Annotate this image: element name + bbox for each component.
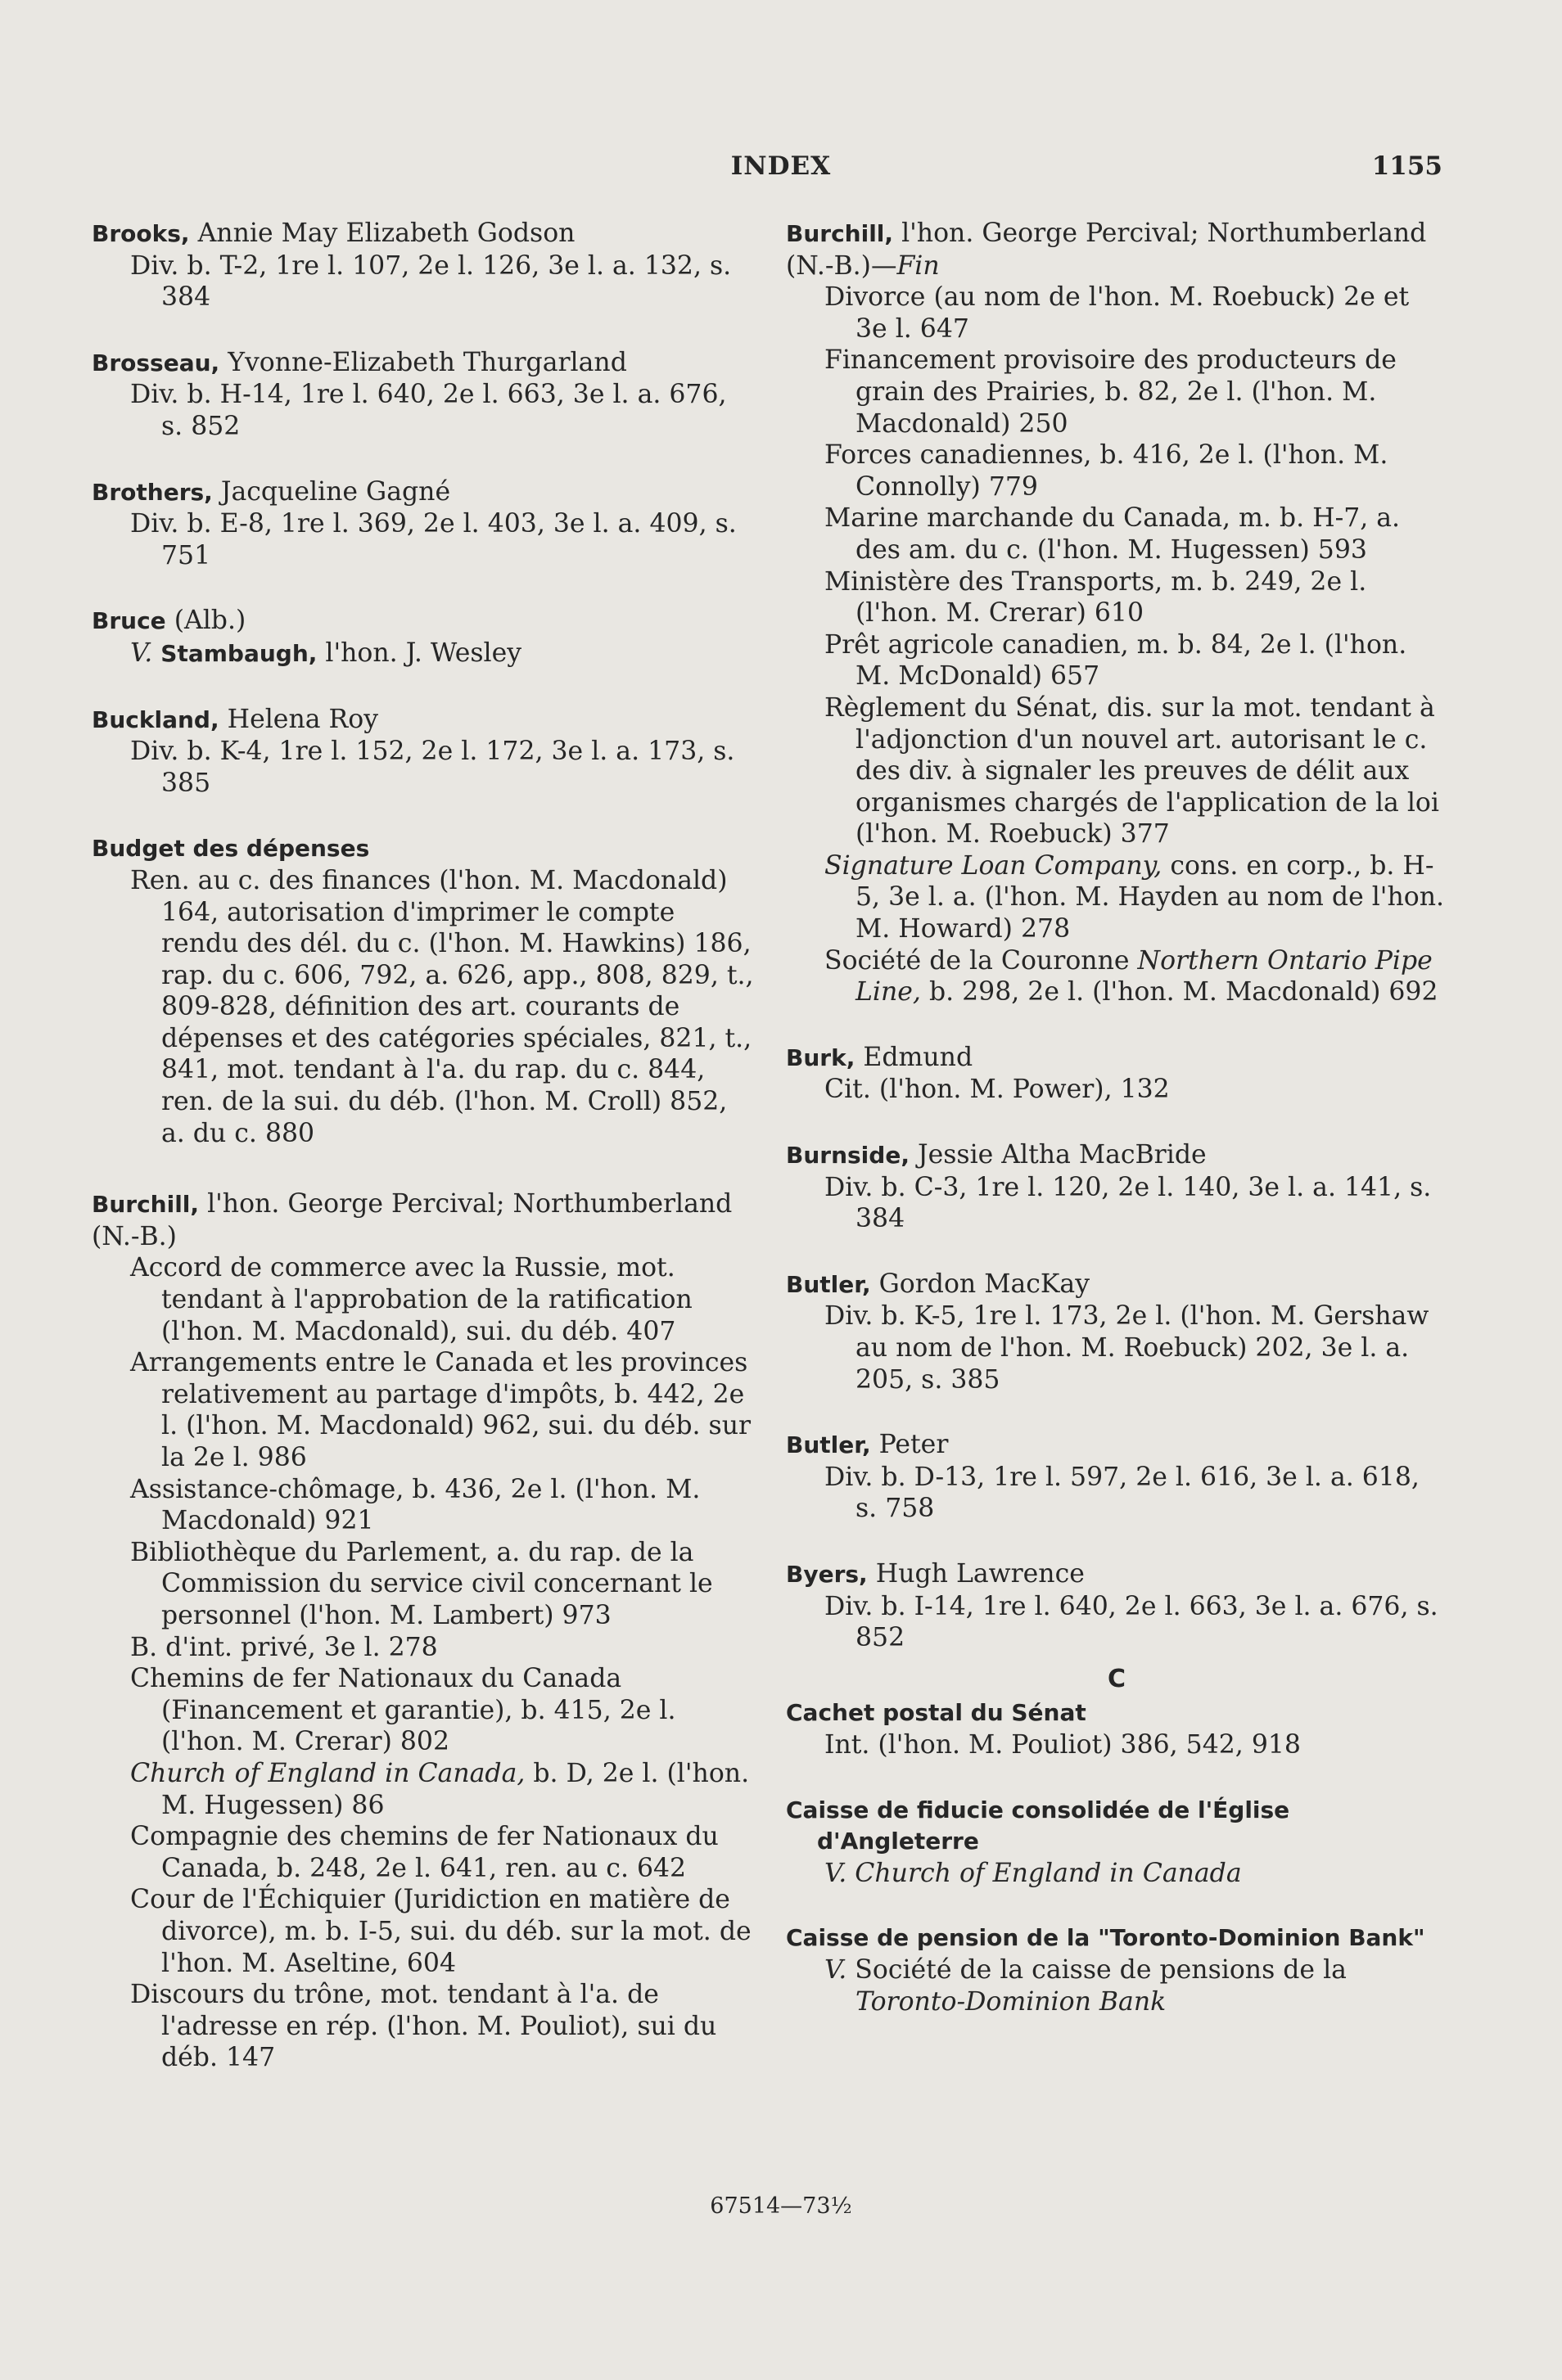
sub-entry: Règlement du Sénat, dis. sur la mot. tendant à l'adjonction d'un nouvel art. autorisant le c. des div. à signaler les preuves de délit aux organismes chargés de l'application de la loi (l'hon. M. Roebuck) 377 bbox=[824, 692, 1439, 850]
entry-name: Butler, bbox=[786, 1270, 871, 1298]
index-entry-caisse-pension bbox=[786, 1922, 1447, 2017]
index-entry-burnside bbox=[786, 1139, 1447, 1235]
entry-detail: Cit. (l'hon. M. Power), 132 bbox=[824, 1075, 1170, 1105]
sub-entry: B. d'int. privé, 3e l. 278 bbox=[130, 1632, 438, 1662]
entry-name: Byers, bbox=[786, 1560, 868, 1588]
entry-name: Burchill, bbox=[92, 1191, 200, 1219]
page-header bbox=[0, 151, 1562, 192]
continued-label: Fin bbox=[896, 250, 940, 281]
sub-entry: Prêt agricole canadien, m. b. 84, 2e l. (l'hon. M. McDonald) 657 bbox=[824, 629, 1407, 692]
index-entry-bruce bbox=[92, 605, 755, 669]
entry-rest: Hugh Lawrence bbox=[875, 1558, 1085, 1589]
sub-entry: Marine marchande du Canada, m. b. H-7, a. des am. du c. (l'hon. M. Hugessen) 593 bbox=[824, 503, 1401, 565]
entry-name: Cachet postal du Sénat bbox=[786, 1699, 1086, 1727]
entry-rest: Peter bbox=[878, 1430, 949, 1460]
entry-rest: l'hon. George Percival; Northumberland (N.-B.) bbox=[92, 1189, 733, 1251]
cross-reference: V. Church of England in Canada bbox=[824, 1858, 1242, 1888]
entry-detail: Div. b. K-4, 1re l. 152, 2e l. 172, 3e l. a. 173, s. 385 bbox=[130, 737, 735, 798]
cross-reference: V. Stambaugh, l'hon. J. Wesley bbox=[130, 638, 522, 668]
sub-entry: Signature Loan Company, cons. en corp., b. H-5, 3e l. a. (l'hon. M. Hayden au nom de l'hon. M. Howard) 278 bbox=[824, 850, 1445, 944]
entry-name: Caisse de fiducie consolidée de l'Église d'Angleterre bbox=[786, 1796, 1290, 1855]
sub-entry: Bibliothèque du Parlement, a. du rap. de la Commission du service civil concernant le personnel (l'hon. M. Lambert) 973 bbox=[130, 1537, 713, 1630]
sub-entry: Compagnie des chemins de fer Nationaux du Canada, b. 248, 2e l. 641, ren. au c. 642 bbox=[130, 1822, 719, 1883]
entry-rest: Edmund bbox=[863, 1042, 973, 1072]
sub-entry: Financement provisoire des producteurs de grain des Prairies, b. 82, 2e l. (l'hon. M. Macdonald) 250 bbox=[824, 345, 1397, 439]
entry-rest: Jessie Altha MacBride bbox=[917, 1140, 1207, 1170]
index-entry-burchill-continued bbox=[786, 218, 1447, 1008]
entry-rest: Helena Roy bbox=[227, 704, 379, 734]
page-number: 1155 bbox=[1371, 151, 1442, 181]
entry-name: Butler, bbox=[786, 1431, 871, 1459]
left-column bbox=[92, 218, 755, 2107]
entry-name: Brothers, bbox=[92, 478, 213, 506]
cross-reference: V. Société de la caisse de pensions de la Toronto-Dominion Bank bbox=[824, 1954, 1347, 2017]
entry-detail: Int. (l'hon. M. Pouliot) 386, 542, 918 bbox=[824, 1729, 1301, 1760]
index-entry-brosseau bbox=[92, 347, 755, 443]
index-entry-brooks bbox=[92, 218, 755, 313]
entry-rest: Gordon MacKay bbox=[878, 1269, 1090, 1299]
sub-entry: Church of England in Canada, b. D, 2e l. (l'hon. M. Hugessen) 86 bbox=[130, 1758, 750, 1820]
entry-rest: (Alb.) bbox=[174, 606, 246, 636]
sub-entry: Discours du trône, mot. tendant à l'a. de l'adresse en rép. (l'hon. M. Pouliot), sui du déb. 147 bbox=[130, 1980, 717, 2073]
index-entry-brothers bbox=[92, 476, 755, 572]
entry-name: Brosseau, bbox=[92, 349, 220, 376]
index-entry-cachet bbox=[786, 1697, 1447, 1760]
sub-entry: Assistance-chômage, b. 436, 2e l. (l'hon. M. Macdonald) 921 bbox=[130, 1474, 701, 1536]
right-column bbox=[786, 218, 1447, 2051]
sub-entry: Société de la Couronne Northern Ontario Pipe Line, b. 298, 2e l. (l'hon. M. Macdonald) 692 bbox=[824, 945, 1438, 1007]
index-entry-burk bbox=[786, 1042, 1447, 1106]
entry-rest: l'hon. George Percival; Northumberland (N.-B.)— bbox=[786, 219, 1427, 281]
index-entry-budget bbox=[92, 832, 755, 1149]
entry-name: Burk, bbox=[786, 1044, 855, 1071]
entry-name: Burnside, bbox=[786, 1142, 910, 1170]
sub-entry: Arrangements entre le Canada et les provinces relativement au partage d'impôts, b. 442, 2e l. (l'hon. M. Macdonald) 962, sui. du déb. sur la 2e l. 986 bbox=[130, 1348, 752, 1472]
entry-rest: Yvonne-Elizabeth Thurgarland bbox=[228, 347, 627, 377]
sub-entry: Accord de commerce avec la Russie, mot. tendant à l'approbation de la ratification (l'hon. M. Macdonald), sui. du déb. 407 bbox=[130, 1253, 693, 1346]
entry-detail: Div. b. K-5, 1re l. 173, 2e l. (l'hon. M. Gershaw au nom de l'hon. M. Roebuck) 202, 3e l. a. 205, s. 385 bbox=[824, 1301, 1429, 1395]
sub-entry: Forces canadiennes, b. 416, 2e l. (l'hon. M. Connolly) 779 bbox=[824, 440, 1388, 502]
entry-detail: Div. b. D-13, 1re l. 597, 2e l. 616, 3e l. a. 618, s. 758 bbox=[824, 1462, 1420, 1524]
sub-entry: Chemins de fer Nationaux du Canada (Financement et garantie), b. 415, 2e l. (l'hon. M. Crerar) 802 bbox=[130, 1664, 676, 1757]
entry-name: Caisse de pension de la "Toronto-Dominion Bank" bbox=[786, 1924, 1425, 1952]
entry-rest: Jacqueline Gagné bbox=[220, 476, 451, 507]
index-entry-butler-peter bbox=[786, 1429, 1447, 1525]
entry-detail: Div. b. E-8, 1re l. 369, 2e l. 403, 3e l. a. 409, s. 751 bbox=[130, 509, 737, 570]
section-letter: C bbox=[1107, 1664, 1126, 1693]
entry-name: Budget des dépenses bbox=[92, 835, 370, 863]
entry-name: Bruce bbox=[92, 607, 166, 635]
index-entry-buckland bbox=[92, 704, 755, 800]
page-title: INDEX bbox=[730, 151, 832, 181]
index-entry-burchill bbox=[92, 1188, 755, 2074]
entry-detail: Ren. au c. des finances (l'hon. M. Macdonald) 164, autorisation d'imprimer le compte rendu des dél. du c. (l'hon. M. Hawkins) 186, rap. du c. 606, 792, a. 626, app., 808, 829, t., 809-828, définition des art. courants de dépenses et des catégories spéciales, 821, t., 841, mot. tendant à l'a. du rap. du c. 844, ren. de la sui. du déb. (l'hon. M. Croll) 852, a. du c. 880 bbox=[130, 865, 754, 1148]
index-entry-byers bbox=[786, 1558, 1447, 1654]
entry-detail: Div. b. T-2, 1re l. 107, 2e l. 126, 3e l. a. 132, s. 384 bbox=[130, 250, 732, 313]
entry-name: Brooks, bbox=[92, 220, 190, 247]
sub-entry: Ministère des Transports, m. b. 249, 2e l. (l'hon. M. Crerar) 610 bbox=[824, 566, 1367, 629]
sub-entry: Cour de l'Échiquier (Juridiction en matière de divorce), m. b. I-5, sui. du déb. sur la mot. de l'hon. M. Aseltine, 604 bbox=[130, 1885, 752, 1978]
index-entry-butler-gordon bbox=[786, 1269, 1447, 1395]
entry-rest: Annie May Elizabeth Godson bbox=[197, 219, 576, 248]
page-footer: 67514—73½ bbox=[710, 2193, 852, 2219]
sub-entry: Divorce (au nom de l'hon. M. Roebuck) 2e et 3e l. 647 bbox=[824, 282, 1410, 344]
index-entry-caisse-fiducie bbox=[786, 1795, 1447, 1890]
entry-detail: Div. b. C-3, 1re l. 120, 2e l. 140, 3e l. a. 141, s. 384 bbox=[824, 1172, 1432, 1234]
entry-name: Burchill, bbox=[786, 220, 894, 247]
entry-detail: Div. b. I-14, 1re l. 640, 2e l. 663, 3e l. a. 676, s. 852 bbox=[824, 1591, 1438, 1653]
entry-detail: Div. b. H-14, 1re l. 640, 2e l. 663, 3e l. a. 676, s. 852 bbox=[130, 380, 727, 441]
entry-name: Buckland, bbox=[92, 705, 219, 733]
